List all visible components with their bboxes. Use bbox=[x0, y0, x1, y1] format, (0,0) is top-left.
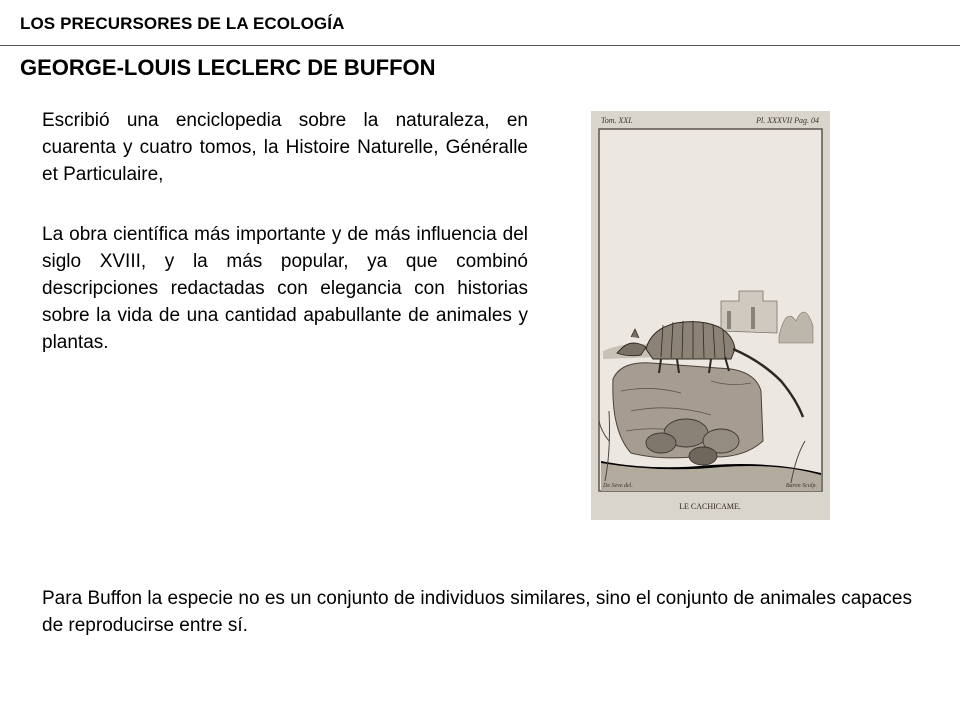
plate-volume-label: Tom. XXI. bbox=[601, 116, 633, 125]
paragraph-influence: La obra científica más importante y de más influencia del siglo XVIII, y la más popular, ya que combinó descripciones redactadas con elegancia con historias sobre la vida de una cantidad apabullante de animales y plantas. bbox=[42, 224, 528, 353]
paragraph-species-definition: Para Buffon la especie no es un conjunto de individuos similares, sino el conjunto de animales capaces de reproducirse entre sí. bbox=[42, 588, 912, 636]
section-title: LOS PRECURSORES DE LA ECOLOGÍA bbox=[20, 14, 345, 33]
header-divider bbox=[0, 45, 960, 46]
page-title: GEORGE-LOUIS LECLERC DE BUFFON bbox=[20, 55, 436, 80]
armadillo-engraving bbox=[591, 111, 830, 520]
plate-artist-credit: De Seve del. bbox=[603, 483, 633, 489]
plate-caption: LE CACHICAME. bbox=[679, 502, 741, 511]
paragraph-encyclopedia: Escribió una enciclopedia sobre la naturaleza, en cuarenta y cuatro tomos, la Histoire Naturelle, Généralle et Particulaire, bbox=[42, 110, 528, 185]
plate-engraver-credit: Baron Sculp. bbox=[785, 483, 817, 489]
plate-page-label: Pl. XXXVII Pag. 04 bbox=[756, 116, 819, 125]
